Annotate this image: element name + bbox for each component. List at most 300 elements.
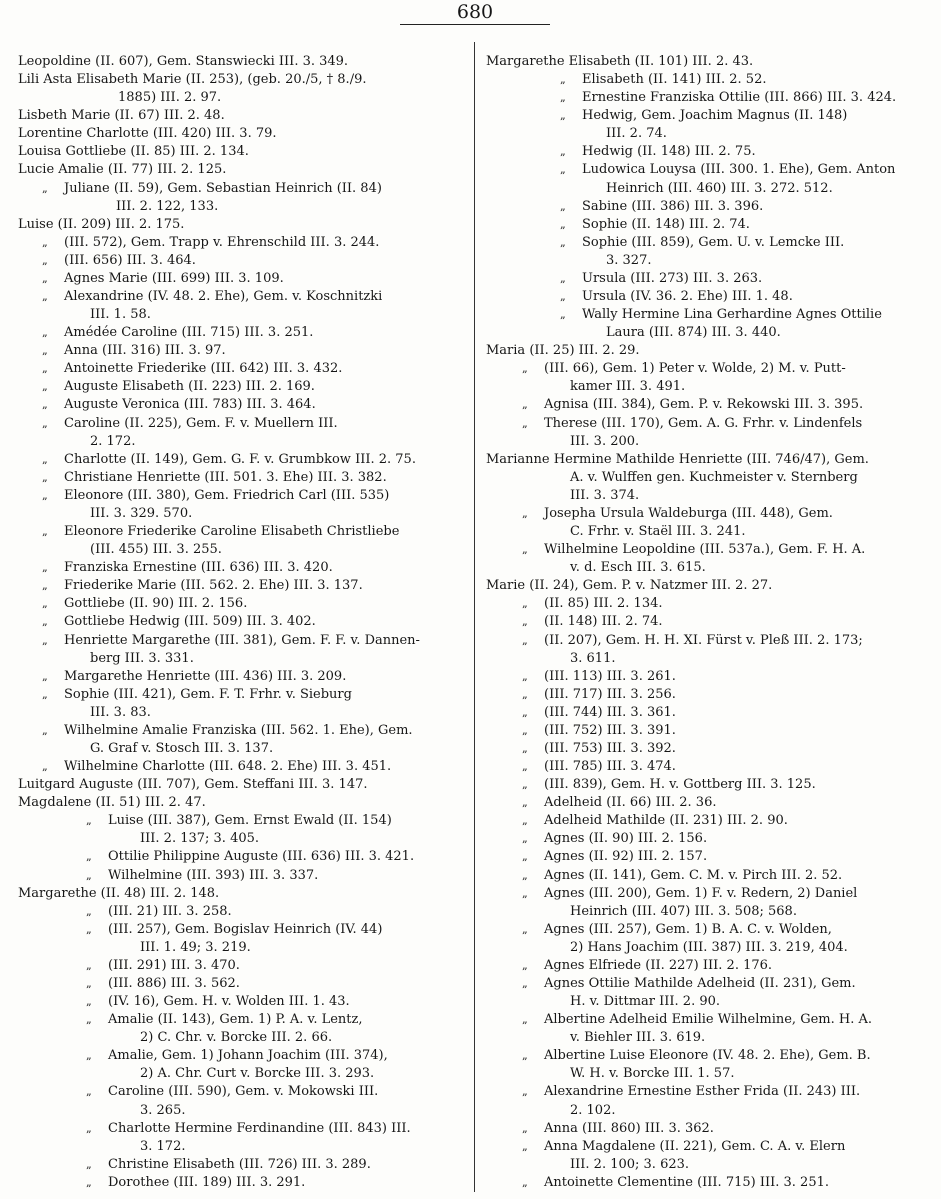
index-entry-line — [18, 143, 470, 161]
index-entry-line — [486, 993, 936, 1011]
index-entry-line — [486, 957, 936, 975]
index-entry-line — [486, 415, 936, 433]
ditto-mark: „ — [42, 525, 48, 539]
index-entry-line — [486, 885, 936, 903]
entry-text: Margarethe Elisabeth (II. 101) III. 2. 43. — [486, 54, 754, 69]
entry-text: Wilhelmine (III. 393) III. 3. 337. — [108, 867, 319, 883]
index-entry-line — [486, 613, 936, 631]
ditto-mark: „ — [42, 579, 48, 593]
ditto-mark: „ — [86, 1175, 92, 1189]
index-entry-line — [18, 523, 470, 541]
ditto-mark: „ — [42, 271, 48, 285]
ditto-mark: „ — [522, 416, 528, 430]
ditto-mark: „ — [522, 1049, 528, 1063]
index-entry-line — [486, 650, 936, 668]
ditto-mark: „ — [522, 615, 528, 629]
right-column — [486, 53, 936, 1192]
index-entry-line — [18, 1029, 470, 1047]
entry-text: Wilhelmine Charlotte (III. 648. 2. Ehe) III. 3. 451. — [64, 759, 392, 775]
ditto-mark: „ — [86, 850, 92, 864]
entry-text: Adelheid Mathilde (II. 231) III. 2. 90. — [544, 813, 788, 829]
entry-text: Wally Hermine Lina Gerhardine Agnes Ottilie — [582, 307, 882, 323]
entry-text: III. 2. 74. — [606, 126, 667, 142]
entry-text: 2) Hans Joachim (III. 387) III. 3. 219, 404. — [570, 939, 848, 955]
index-entry-line — [486, 776, 936, 794]
index-entry-line — [18, 812, 470, 830]
index-entry-line — [18, 903, 470, 921]
entry-text: III. 2. 137; 3. 405. — [140, 831, 260, 847]
entry-text: H. v. Dittmar III. 2. 90. — [570, 994, 721, 1010]
index-entry-line — [486, 324, 936, 342]
entry-text: Agnes (III. 257), Gem. 1) B. A. C. v. Wolden, — [544, 921, 832, 937]
ditto-mark: „ — [522, 886, 528, 900]
index-entry-line — [18, 1174, 470, 1192]
ditto-mark: „ — [86, 904, 92, 918]
index-entry-line — [18, 161, 470, 179]
index-entry-line — [18, 360, 470, 378]
index-entry-line — [486, 830, 936, 848]
entry-text: Agnes (II. 90) III. 2. 156. — [544, 831, 708, 847]
ditto-mark: „ — [42, 760, 48, 774]
entry-text: Antoinette Friederike (III. 642) III. 3. 432. — [64, 361, 343, 377]
index-entry-line — [486, 71, 936, 89]
ditto-mark: „ — [522, 1085, 528, 1099]
ditto-mark: „ — [522, 868, 528, 882]
entry-text: kamer III. 3. 491. — [570, 379, 686, 395]
index-entry-line — [18, 957, 470, 975]
entry-text: Therese (III. 170), Gem. A. G. Frhr. v. Lindenfels — [544, 415, 863, 431]
ditto-mark: „ — [42, 181, 48, 195]
ditto-mark: „ — [42, 561, 48, 575]
index-entry-line — [486, 668, 936, 686]
ditto-mark: „ — [86, 1121, 92, 1135]
ditto-mark: „ — [522, 778, 528, 792]
entry-text: (III. 886) III. 3. 562. — [108, 975, 240, 991]
entry-text: Luitgard Auguste (III. 707), Gem. Steffani III. 3. 147. — [18, 777, 368, 793]
ditto-mark: „ — [42, 290, 48, 304]
entry-text: 3. 265. — [140, 1102, 186, 1118]
index-entry-line — [18, 469, 470, 487]
entry-text: Magdalene (II. 51) III. 2. 47. — [18, 795, 206, 811]
index-entry-line — [18, 1102, 470, 1120]
index-entry-line — [18, 668, 470, 686]
entry-text: Maria (II. 25) III. 2. 29. — [486, 343, 640, 359]
index-entry-line — [18, 830, 470, 848]
entry-text: Amalie (II. 143), Gem. 1) P. A. v. Lentz, — [108, 1012, 363, 1028]
ditto-mark: „ — [560, 109, 566, 123]
entry-text: III. 1. 58. — [90, 307, 151, 323]
ditto-mark: „ — [42, 633, 48, 647]
ditto-mark: „ — [522, 832, 528, 846]
entry-text: 1885) III. 2. 97. — [118, 90, 222, 106]
entry-text: Sabine (III. 386) III. 3. 396. — [582, 198, 764, 214]
ditto-mark: „ — [522, 1139, 528, 1153]
index-entry-line — [486, 740, 936, 758]
entry-text: Agnes (II. 141), Gem. C. M. v. Pirch III. 2. 52. — [544, 867, 843, 883]
index-entry-line — [486, 523, 936, 541]
index-entry-line — [18, 613, 470, 631]
entry-text: (IV. 16), Gem. H. v. Wolden III. 1. 43. — [108, 994, 350, 1010]
entry-text: C. Frhr. v. Staël III. 3. 241. — [570, 524, 746, 540]
entry-text: Lucie Amalie (II. 77) III. 2. 125. — [18, 162, 227, 178]
index-entry-line — [486, 595, 936, 613]
entry-text: (III. 455) III. 3. 255. — [90, 542, 222, 558]
entry-text: Laura (III. 874) III. 3. 440. — [606, 325, 781, 341]
entry-text: Wilhelmine Leopoldine (III. 537a.), Gem. F. H. A. — [544, 542, 866, 558]
index-entry-line — [18, 595, 470, 613]
index-entry-line — [18, 1065, 470, 1083]
entry-text: (III. 717) III. 3. 256. — [544, 686, 676, 702]
index-entry-line — [486, 360, 936, 378]
entry-text: (II. 207), Gem. H. H. XI. Fürst v. Pleß III. 2. 173; — [544, 632, 863, 648]
index-entry-line — [486, 487, 936, 505]
index-entry-line — [18, 885, 470, 903]
ditto-mark: „ — [522, 796, 528, 810]
ditto-mark: „ — [522, 1013, 528, 1027]
index-entry-line — [18, 216, 470, 234]
ditto-mark: „ — [86, 958, 92, 972]
entry-text: III. 3. 374. — [570, 487, 640, 503]
entry-text: Ottilie Philippine Auguste (III. 636) III. 3. 421. — [108, 849, 415, 865]
ditto-mark: „ — [560, 308, 566, 322]
index-entry-line — [18, 704, 470, 722]
entry-text: (II. 148) III. 2. 74. — [544, 614, 663, 630]
entry-text: v. Biehler III. 3. 619. — [570, 1030, 706, 1046]
index-entry-line — [18, 993, 470, 1011]
entry-text: 2. 102. — [570, 1102, 616, 1118]
index-entry-line — [486, 939, 936, 957]
entry-text: Margarethe Henriette (III. 436) III. 3. 209. — [64, 668, 347, 684]
entry-text: Leopoldine (II. 607), Gem. Stanswiecki III. 3. 349. — [18, 54, 349, 69]
index-entry-line — [486, 161, 936, 179]
index-entry-line — [18, 776, 470, 794]
entry-text: Amalie, Gem. 1) Johann Joachim (III. 374), — [108, 1048, 388, 1064]
index-entry-line — [486, 722, 936, 740]
index-entry-line — [486, 451, 936, 469]
index-entry-line — [18, 396, 470, 414]
index-entry-line — [486, 198, 936, 216]
index-entry-line — [486, 252, 936, 270]
ditto-mark: „ — [86, 1157, 92, 1171]
index-entry-line — [18, 53, 470, 71]
ditto-mark: „ — [522, 705, 528, 719]
entry-text: Alexandrine Ernestine Esther Frida (II. 243) III. — [544, 1084, 861, 1100]
entry-text: Gottliebe (II. 90) III. 2. 156. — [64, 596, 248, 612]
index-entry-line — [18, 1120, 470, 1138]
ditto-mark: „ — [522, 506, 528, 520]
entry-text: Wilhelmine Amalie Franziska (III. 562. 1. Ehe), Gem. — [64, 722, 413, 738]
index-entry-line — [18, 722, 470, 740]
index-entry-line — [18, 1138, 470, 1156]
index-entry-line — [486, 1120, 936, 1138]
entry-text: Ursula (III. 273) III. 3. 263. — [582, 270, 763, 286]
index-entry-line — [486, 378, 936, 396]
index-entry-line — [18, 921, 470, 939]
entry-text: Josepha Ursula Waldeburga (III. 448), Gem. — [544, 505, 833, 521]
index-entry-line — [486, 812, 936, 830]
page-number: 680 — [456, 1, 494, 23]
ditto-mark: „ — [522, 543, 528, 557]
entry-text: 3. 172. — [140, 1138, 186, 1154]
ditto-mark: „ — [560, 271, 566, 285]
ditto-mark: „ — [42, 235, 48, 249]
index-entry-line — [18, 180, 470, 198]
entry-text: Caroline (II. 225), Gem. F. v. Muellern III. — [64, 415, 338, 431]
entry-text: (III. 291) III. 3. 470. — [108, 957, 240, 973]
index-entry-line — [486, 1083, 936, 1101]
ditto-mark: „ — [560, 235, 566, 249]
entry-text: Luise (III. 387), Gem. Ernst Ewald (II. 154) — [108, 813, 392, 829]
index-entry-line — [18, 89, 470, 107]
entry-text: Caroline (III. 590), Gem. v. Mokowski III. — [108, 1084, 379, 1100]
index-entry-line — [486, 234, 936, 252]
entry-text: Alexandrine (IV. 48. 2. Ehe), Gem. v. Koschnitzki — [64, 289, 383, 305]
ditto-mark: „ — [42, 326, 48, 340]
index-entry-line — [486, 396, 936, 414]
ditto-mark: „ — [86, 1049, 92, 1063]
entry-text: (III. 21) III. 3. 258. — [108, 903, 232, 919]
entry-text: III. 1. 49; 3. 219. — [140, 939, 251, 955]
entry-text: Sophie (II. 148) III. 2. 74. — [582, 216, 750, 232]
entry-text: Elisabeth (II. 141) III. 2. 52. — [582, 72, 767, 88]
entry-text: (III. 66), Gem. 1) Peter v. Wolde, 2) M. v. Putt- — [544, 361, 846, 377]
entry-text: W. H. v. Borcke III. 1. 57. — [570, 1066, 735, 1082]
entry-text: A. v. Wulffen gen. Kuchmeister v. Sternberg — [570, 469, 858, 485]
index-entry-line — [486, 921, 936, 939]
entry-text: (III. 753) III. 3. 392. — [544, 740, 676, 756]
ditto-mark: „ — [86, 976, 92, 990]
index-entry-line — [18, 342, 470, 360]
ditto-mark: „ — [86, 1013, 92, 1027]
index-entry-line — [18, 939, 470, 957]
index-entry-line — [18, 1083, 470, 1101]
ditto-mark: „ — [522, 922, 528, 936]
entry-text: Luise (II. 209) III. 2. 175. — [18, 216, 185, 232]
ditto-mark: „ — [42, 615, 48, 629]
index-entry-line — [18, 252, 470, 270]
entry-text: Gottliebe Hedwig (III. 509) III. 3. 402. — [64, 614, 316, 630]
index-entry-line — [486, 1011, 936, 1029]
ditto-mark: „ — [86, 1085, 92, 1099]
index-entry-line — [486, 53, 936, 71]
ditto-mark: „ — [522, 814, 528, 828]
index-entry-line — [18, 198, 470, 216]
ditto-mark: „ — [522, 597, 528, 611]
entry-text: 3. 611. — [570, 650, 616, 666]
entry-text: Christine Elisabeth (III. 726) III. 3. 289. — [108, 1156, 371, 1172]
entry-text: Anna (III. 860) III. 3. 362. — [544, 1120, 714, 1136]
entry-text: Eleonore Friederike Caroline Elisabeth Christliebe — [64, 524, 400, 540]
ditto-mark: „ — [522, 1121, 528, 1135]
index-entry-line — [18, 1156, 470, 1174]
index-entry-line — [486, 1174, 936, 1192]
left-column — [18, 53, 470, 1192]
entry-text: Agnes Elfriede (II. 227) III. 2. 176. — [544, 957, 773, 973]
ditto-mark: „ — [42, 452, 48, 466]
entry-text: Agnes (III. 200), Gem. 1) F. v. Redern, 2) Daniel — [544, 885, 858, 901]
entry-text: Hedwig (II. 148) III. 2. 75. — [582, 144, 756, 160]
entry-text: (III. 752) III. 3. 391. — [544, 722, 676, 738]
ditto-mark: „ — [42, 416, 48, 430]
index-entry-line — [486, 1102, 936, 1120]
ditto-mark: „ — [560, 163, 566, 177]
entry-text: Marianne Hermine Mathilde Henriette (III. 746/47), Gem. — [486, 451, 869, 467]
index-entry-line — [18, 541, 470, 559]
entry-text: Anna Magdalene (II. 221), Gem. C. A. v. Elern — [544, 1138, 846, 1154]
index-entry-line — [18, 270, 470, 288]
index-entry-line — [486, 794, 936, 812]
entry-text: (III. 113) III. 3. 261. — [544, 668, 676, 684]
entry-text: Dorothee (III. 189) III. 3. 291. — [108, 1174, 306, 1190]
entry-text: Agnes Ottilie Mathilde Adelheid (II. 231), Gem. — [544, 975, 856, 991]
entry-text: III. 3. 200. — [570, 433, 640, 449]
ditto-mark: „ — [42, 597, 48, 611]
index-entry-line — [18, 975, 470, 993]
index-entry-line — [486, 704, 936, 722]
entry-text: 2. 172. — [90, 433, 136, 449]
index-entry-line — [486, 288, 936, 306]
entry-text: III. 3. 83. — [90, 704, 151, 720]
entry-text: Agnes (II. 92) III. 2. 157. — [544, 849, 708, 865]
column-divider — [474, 42, 475, 1192]
entry-text: (III. 744) III. 3. 361. — [544, 704, 676, 720]
index-entry-line — [486, 469, 936, 487]
index-entry-line — [18, 867, 470, 885]
entry-text: Hedwig, Gem. Joachim Magnus (II. 148) — [582, 108, 848, 124]
index-entry-line — [18, 125, 470, 143]
entry-text: Auguste Veronica (III. 783) III. 3. 464. — [64, 397, 316, 413]
ditto-mark: „ — [522, 398, 528, 412]
ditto-mark: „ — [560, 73, 566, 87]
entry-text: Ursula (IV. 36. 2. Ehe) III. 1. 48. — [582, 289, 793, 305]
index-entry-line — [18, 324, 470, 342]
index-entry-line — [486, 903, 936, 921]
index-entry-line — [18, 848, 470, 866]
entry-text: Christiane Henriette (III. 501. 3. Ehe) III. 3. 382. — [64, 469, 387, 485]
ditto-mark: „ — [522, 760, 528, 774]
entry-text: Adelheid (II. 66) III. 2. 36. — [544, 795, 717, 811]
entry-text: v. d. Esch III. 3. 615. — [570, 560, 706, 576]
index-entry-line — [486, 577, 936, 595]
entry-text: Amédée Caroline (III. 715) III. 3. 251. — [64, 325, 314, 341]
ditto-mark: „ — [522, 362, 528, 376]
entry-text: (III. 572), Gem. Trapp v. Ehrenschild III. 3. 244. — [64, 234, 380, 250]
index-entry-line — [486, 306, 936, 324]
index-entry-line — [18, 1047, 470, 1065]
index-entry-line — [18, 577, 470, 595]
entry-text: Ludowica Louysa (III. 300. 1. Ehe), Gem. Anton — [582, 162, 896, 178]
entry-text: Lorentine Charlotte (III. 420) III. 3. 79. — [18, 126, 277, 142]
ditto-mark: „ — [560, 290, 566, 304]
index-entry-line — [18, 306, 470, 324]
ditto-mark: „ — [522, 850, 528, 864]
ditto-mark: „ — [560, 217, 566, 231]
entry-text: Friederike Marie (III. 562. 2. Ehe) III. 3. 137. — [64, 578, 363, 594]
ditto-mark: „ — [522, 633, 528, 647]
entry-text: III. 3. 329. 570. — [90, 505, 193, 521]
entry-text: Anna (III. 316) III. 3. 97. — [64, 343, 226, 359]
ditto-mark: „ — [42, 488, 48, 502]
index-entry-line — [486, 1065, 936, 1083]
entry-text: Marie (II. 24), Gem. P. v. Natzmer III. 2. 27. — [486, 578, 773, 594]
index-entry-line — [486, 107, 936, 125]
index-entry-line — [18, 378, 470, 396]
entry-text: Heinrich (III. 407) III. 3. 508; 568. — [570, 903, 797, 919]
ditto-mark: „ — [522, 723, 528, 737]
index-entry-line — [486, 143, 936, 161]
index-entry-line — [486, 1047, 936, 1065]
entry-text: Agnes Marie (III. 699) III. 3. 109. — [64, 270, 284, 286]
ditto-mark: „ — [86, 868, 92, 882]
ditto-mark: „ — [42, 669, 48, 683]
entry-text: 2) A. Chr. Curt v. Borcke III. 3. 293. — [140, 1066, 375, 1082]
entry-text: Louisa Gottliebe (II. 85) III. 2. 134. — [18, 144, 249, 160]
entry-text: III. 2. 100; 3. 623. — [570, 1156, 690, 1172]
index-entry-line — [486, 632, 936, 650]
index-entry-line — [486, 216, 936, 234]
ditto-mark: „ — [560, 91, 566, 105]
ditto-mark: „ — [42, 253, 48, 267]
ditto-mark: „ — [42, 380, 48, 394]
index-entry-line — [18, 632, 470, 650]
entry-text: Albertine Luise Eleonore (IV. 48. 2. Ehe), Gem. B. — [544, 1048, 871, 1064]
ditto-mark: „ — [522, 958, 528, 972]
index-entry-line — [486, 433, 936, 451]
entry-text: (III. 257), Gem. Bogislav Heinrich (IV. 44) — [108, 921, 383, 937]
entry-text: (II. 85) III. 2. 134. — [544, 596, 663, 612]
index-entry-line — [18, 487, 470, 505]
entry-text: Eleonore (III. 380), Gem. Friedrich Carl (III. 535) — [64, 487, 390, 503]
ditto-mark: „ — [42, 362, 48, 376]
ditto-mark: „ — [42, 344, 48, 358]
index-entry-line — [486, 125, 936, 143]
ditto-mark: „ — [86, 995, 92, 1009]
entry-text: 2) C. Chr. v. Borcke III. 2. 66. — [140, 1030, 333, 1046]
index-entry-line — [486, 89, 936, 107]
entry-text: Heinrich (III. 460) III. 3. 272. 512. — [606, 180, 833, 196]
ditto-mark: „ — [522, 976, 528, 990]
index-entry-line — [486, 180, 936, 198]
index-entry-line — [18, 415, 470, 433]
entry-text: Charlotte (II. 149), Gem. G. F. v. Grumbkow III. 2. 75. — [64, 451, 416, 467]
index-entry-line — [486, 975, 936, 993]
index-entry-line — [18, 505, 470, 523]
entry-text: Henriette Margarethe (III. 381), Gem. F. F. v. Dannen- — [64, 632, 420, 648]
ditto-mark: „ — [522, 687, 528, 701]
ditto-mark: „ — [560, 145, 566, 159]
entry-text: (III. 656) III. 3. 464. — [64, 252, 196, 268]
entry-text: (III. 839), Gem. H. v. Gottberg III. 3. 125. — [544, 777, 816, 793]
entry-text: Lili Asta Elisabeth Marie (II. 253), (geb. 20./5, † 8./9. — [18, 72, 367, 88]
entry-text: Sophie (III. 421), Gem. F. T. Frhr. v. Sieburg — [64, 686, 352, 702]
ditto-mark: „ — [42, 687, 48, 701]
entry-text: Lisbeth Marie (II. 67) III. 2. 48. — [18, 108, 225, 124]
entry-text: Auguste Elisabeth (II. 223) III. 2. 169. — [64, 379, 315, 395]
entry-text: Agnisa (III. 384), Gem. P. v. Rekowski III. 3. 395. — [544, 397, 864, 413]
entry-text: Franziska Ernestine (III. 636) III. 3. 420. — [64, 560, 333, 576]
index-entry-line — [18, 1011, 470, 1029]
entry-text: Charlotte Hermine Ferdinandine (III. 843) III. — [108, 1120, 411, 1136]
entry-text: Sophie (III. 859), Gem. U. v. Lemcke III. — [582, 234, 845, 250]
index-entry-line — [486, 559, 936, 577]
index-entry-line — [18, 686, 470, 704]
entry-text: Margarethe (II. 48) III. 2. 148. — [18, 885, 220, 901]
index-entry-line — [486, 1029, 936, 1047]
index-entry-line — [18, 107, 470, 125]
index-entry-line — [18, 288, 470, 306]
ditto-mark: „ — [522, 669, 528, 683]
index-entry-line — [486, 541, 936, 559]
